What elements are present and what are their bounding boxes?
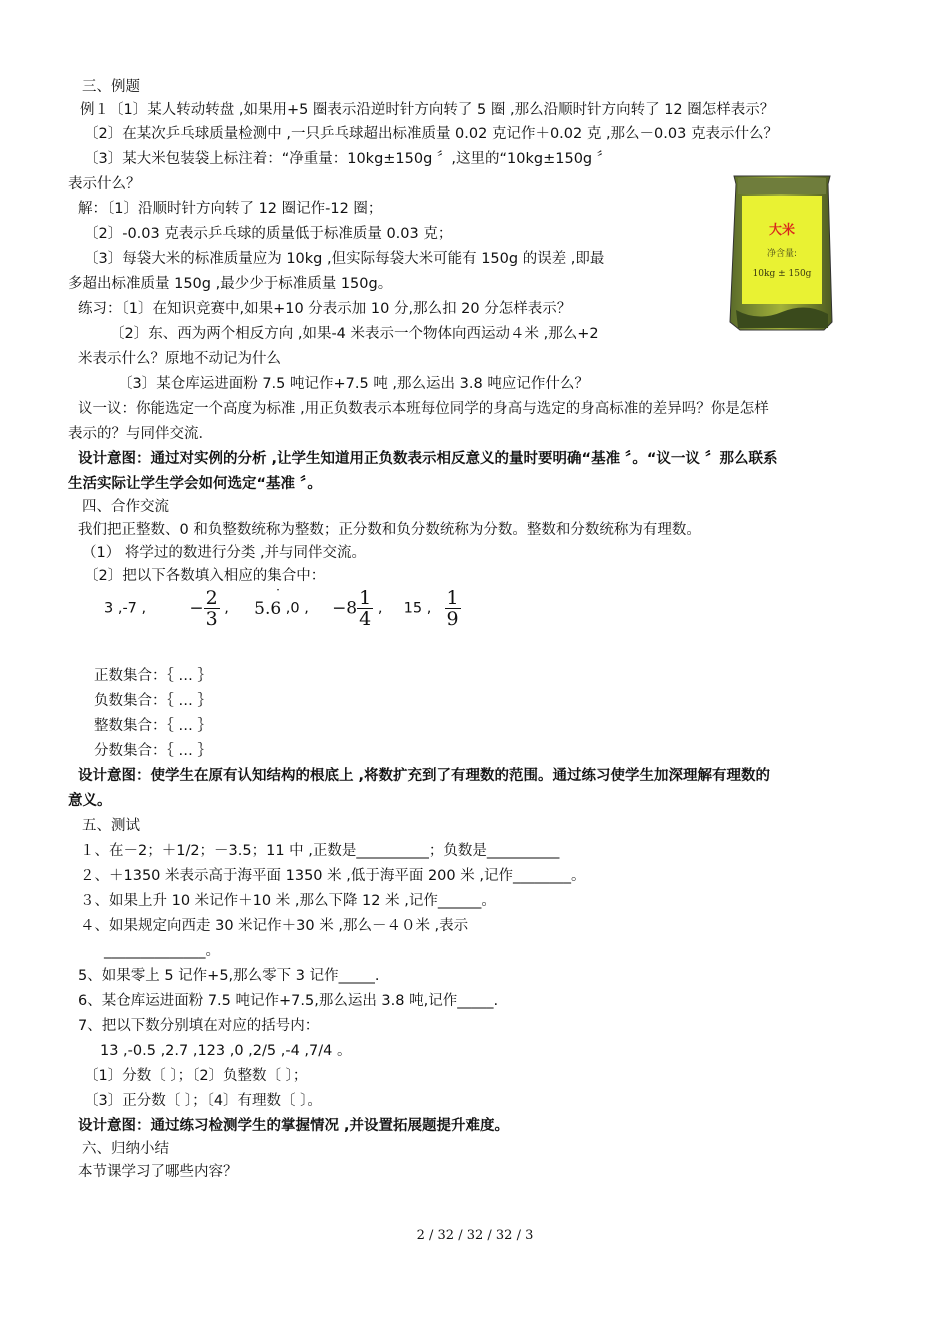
text-line: 〔3〕每袋大米的标准质量应为 10kg ,但实际每袋大米可能有 150g 的误差 ,即最 [84,251,605,267]
text-line: 〔2〕-0.03 克表示乒乓球的质量低于标准质量 0.03 克； [84,226,453,242]
set-fraction: 分数集合：｛ … ｝ [94,743,212,759]
rice-bag-title: 大米 [768,223,796,238]
design-intent: 设计意图：通过对实例的分析 ,让学生知道用正负数表示相反意义的量时要明确“基准 〞。“议一议 〞那么联系 [78,451,778,467]
section-heading-summary: 六、归纳小结 [82,1141,169,1157]
section-heading-cooperation: 四、合作交流 [82,499,169,515]
text-line: 本节课学习了哪些内容？ [78,1164,238,1180]
rice-bag-weight: 10kg ± 150g [752,269,812,279]
question: 〔1〕分数〔 〕；〔2〕负整数〔 〕； [84,1068,308,1084]
section-heading-test: 五、测试 [82,818,140,834]
text-line: 表示的？与同伴交流． [68,426,213,442]
separator: ,0 , [285,600,309,617]
repeating-dot: · [276,582,280,597]
text-line: 例１〔1〕某人转动转盘 ,如果用+5 圈表示沿逆时针方向转了 5 圈 ,那么沿顺时针方向转了 12 圈怎样表示？ [80,102,775,118]
text-line: 〔2〕东、西为两个相反方向 ,如果-4 米表示一个物体向西运动４米 ,那么+2 [110,326,599,342]
design-intent: 设计意图：通过练习检测学生的掌握情况 ,并设置拓展题提升难度。 [78,1118,510,1134]
question: ４、如果规定向西走 30 米记作＋30 米 ,那么－４０米 ,表示 [80,918,469,934]
separator: , [224,600,229,617]
numbers-a: 3 ,-7 , [104,600,147,617]
design-intent: 生活实际让学生学会如何选定“基准 〞。 [68,476,322,492]
question: ３、如果上升 10 米记作＋10 米 ,那么下降 12 米 ,记作______。 [80,893,496,909]
text-line: 〔3〕某仓库运进面粉 7.5 吨记作+7.5 吨 ,那么运出 3.8 吨应记作什么？ [118,376,589,392]
section-heading-examples: 三、例题 [82,79,140,95]
separator: , [377,600,383,617]
page-footer: 2 / 32 / 32 / 32 / 3 [416,1228,534,1243]
text-line: 我们把正整数、0 和负整数统称为整数；正分数和负分数统称为分数。整数和分数统称为有理数。 [78,522,701,538]
set-negative: 负数集合：｛ … ｝ [94,693,212,709]
rice-bag-image [728,172,836,332]
question: １、在－2；＋1/2；－3.5；11 中 ,正数是__________；负数是__________ [80,843,560,859]
set-positive: 正数集合：｛ … ｝ [94,668,212,684]
question: 6、某仓库运进面粉 7.5 吨记作+7.5,那么运出 3.8 吨,记作_____. [78,993,499,1009]
minus-sign: − [189,598,204,619]
design-intent: 意义。 [68,793,112,809]
numbers-b: 15 , [403,600,432,617]
text-line: 练习：〔1〕在知识竞赛中,如果+10 分表示加 10 分,那么扣 20 分怎样表示？ [78,301,572,317]
fraction-ninth: $\frac{1}{9}$ [446,587,459,630]
mixed-whole: −8 [332,598,358,619]
fraction-quarter: $\frac{1}{4}$ [359,587,372,630]
question: 〔3〕正分数〔 〕；〔4〕有理数〔 〕。 [84,1093,322,1109]
question: ２、＋1350 米表示高于海平面 1350 米 ,低于海平面 200 米 ,记作________。 [80,868,586,884]
text-line: 多超出标准质量 150g ,最少少于标准质量 150g。 [68,276,393,292]
text-line: 表示什么？ [68,176,141,192]
design-intent: 设计意图：使学生在原有认知结构的根底上 ,将数扩充到了有理数的范围。通过练习使学生加深理解有理数的 [78,768,771,784]
text-line: 解：〔1〕沿顺时针方向转了 12 圈记作-12 圈； [78,201,383,217]
number-list: 13 ,-0.5 ,2.7 ,123 ,0 ,2/5 ,-4 ,7/4 。 [100,1043,352,1059]
answer-blank: ______________。 [104,943,220,959]
question: 7、把以下数分别填在对应的括号内： [78,1018,320,1034]
fraction-neg-two-thirds: $\frac{2}{3}$ [205,587,218,630]
number-list [104,582,461,640]
repeating-decimal: 5.6 · [254,582,282,619]
text-line: 〔3〕某大米包装袋上标注着：“净重量：10kg±150g 〞,这里的“10kg±150g 〞 [84,151,612,167]
text-line: 米表示什么？原地不动记为什么 [78,351,281,367]
text-line: （1） 将学过的数进行分类 ,并与同伴交流。 [82,545,367,561]
text-line: 〔2〕把以下各数填入相应的集合中： [84,568,326,584]
set-integer: 整数集合：｛ … ｝ [94,718,212,734]
rice-bag-label: 净含量: [766,249,798,259]
text-line: 议一议：你能选定一个高度为标准 ,用正负数表示本班每位同学的身高与选定的身高标准的差异吗？你是怎样 [78,401,769,417]
question: 5、如果零上 5 记作+5,那么零下 3 记作_____. [78,968,380,984]
text-line: 〔2〕在某次乒乓球质量检测中 ,一只乒乓球超出标准质量 0.02 克记作＋0.02 克 ,那么－0.03 克表示什么？ [84,126,778,142]
